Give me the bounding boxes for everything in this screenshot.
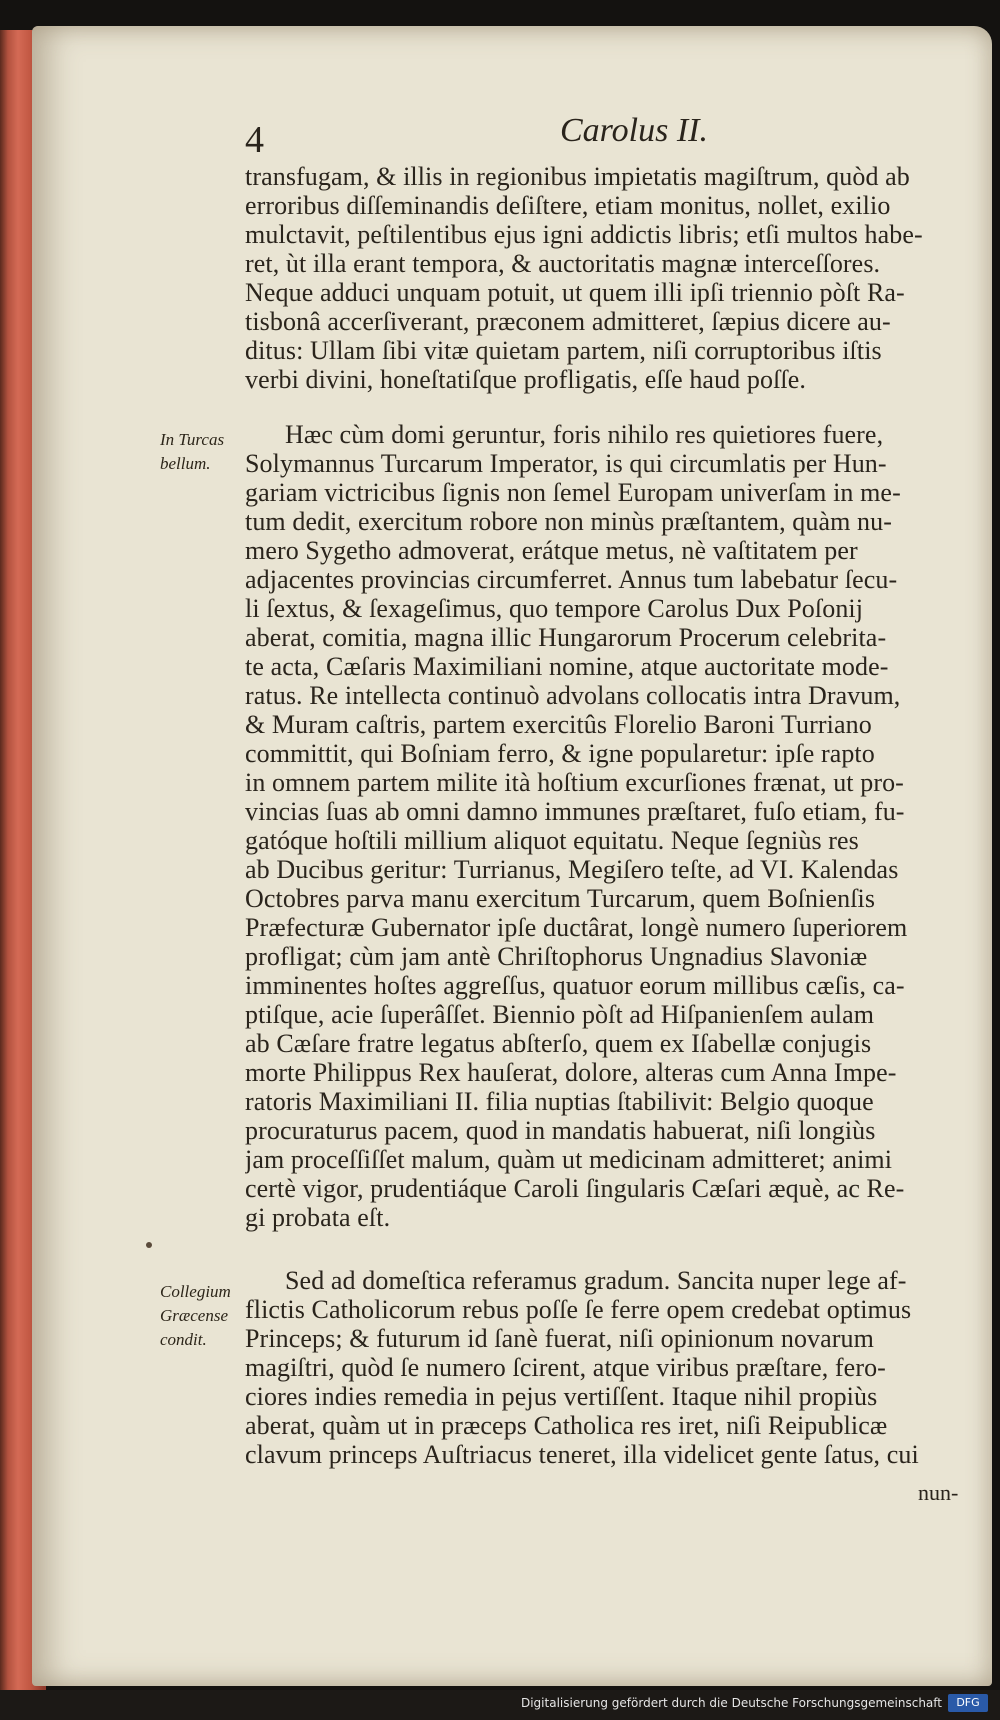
text-line: li ſextus, & ſexageſimus, quo tempore Carolus Dux Poſonij [245,594,864,623]
text-line: jam proceſſiſſet malum, quàm ut medicinam admitteret; animi [245,1145,893,1174]
text-line: ab Cæſare fratre legatus abſterſo, quem ex Iſabellæ conjugis [245,1029,872,1058]
text-line: mulctavit, peſtilentibus ejus igni addictis libris; etſi multos habe- [245,220,923,249]
text-line: erroribus diſſeminandis deſiſtere, etiam monitus, nollet, exilio [245,191,891,220]
text-line: procuraturus pacem, quod in mandatis habuerat, niſi longiùs [245,1116,876,1145]
marginal-note-2 [160,1280,250,1352]
text-line: Sed ad domeſtica referamus gradum. Sancita nuper lege af- [285,1266,907,1295]
text-line: aberat, quàm ut in præceps Catholica res iret, niſi Reipublicæ [245,1411,888,1440]
text-line: ratoris Maximiliani II. filia nuptias ſtabilivit: Belgio quoque [245,1087,874,1116]
text-line: aberat, comitia, magna illic Hungarorum Procerum celebrita- [245,623,887,652]
text-line: Octobres parva manu exercitum Turcarum, quem Boſnienſis [245,884,876,913]
text-line: gariam victricibus ſignis non ſemel Europam univerſam in me- [245,478,901,507]
ink-mark [146,1242,152,1248]
marginal-note-line: In Turcas [160,430,225,449]
text-line: certè vigor, prudentiáque Caroli ſingularis Cæſari æquè, ac Re- [245,1174,905,1203]
text-line: adjacentes provincias circumferret. Annus tum labebatur ſecu- [245,565,898,594]
text-line: in omnem partem milite ità hoſtium excurſiones frænat, ut pro- [245,768,904,797]
text-line: clavum princeps Auſtriacus teneret, illa videlicet gente ſatus, cui [245,1440,919,1469]
text-line: gatóque hoſtili millium aliquot equitatu. Neque ſegniùs res [245,826,859,855]
text-line: verbi divini, honeſtatiſque profligatis, eſſe haud poſſe. [245,365,806,394]
catchword: nun- [918,1480,959,1505]
running-title: Carolus II. [560,112,708,149]
text-line: morte Philippus Rex hauſerat, dolore, alteras cum Anna Impe- [245,1058,897,1087]
text-line: ciores indies remedia in pejus vertiſſent. Itaque nihil propiùs [245,1382,878,1411]
paragraph-2 [245,420,965,1232]
text-line: Præfecturæ Gubernator ipſe ductârat, longè numero ſuperiorem [245,913,908,942]
text-line: transfugam, & illis in regionibus impietatis magiſtrum, quòd ab [245,162,910,191]
marginal-note-1 [160,428,250,476]
text-line: committit, qui Boſniam ferro, & igne popularetur: ipſe rapto [245,739,875,768]
marginal-note-line: Collegium [160,1282,231,1301]
running-head [245,98,965,161]
text-line: Solymannus Turcarum Imperator, is qui circumlatis per Hun- [245,449,887,478]
text-line: & Muram caſtris, partem exercitûs Florelio Baroni Turriano [245,710,872,739]
text-line: ditus: Ullam ſibi vitæ quietam partem, niſi corruptoribus iſtis [245,336,882,365]
text-line: Hæc cùm domi geruntur, foris nihilo res quietiores fuere, [285,420,884,449]
text-line: magiſtri, quòd ſe numero ſcirent, atque viribus præſtare, fero- [245,1353,886,1382]
text-line: gi probata eſt. [245,1203,391,1232]
text-line: mero Sygetho admoverat, erátque metus, nè vaſtitatem per [245,536,858,565]
text-line: profligat; cùm jam antè Chriſtophorus Ungnadius Slavoniæ [245,942,868,971]
digitization-credit: Digitalisierung gefördert durch die Deutsche Forschungsgemeinschaft [520,1696,942,1710]
text-line: ret, ùt illa erant tempora, & auctoritatis magnæ interceſſores. [245,249,881,278]
text-line: vincias ſuas ab omni damno immunes præſtaret, fuſo etiam, fu- [245,797,905,826]
paragraph-3 [245,1266,965,1469]
marginal-note-line: bellum. [160,454,211,473]
text-line: tisbonâ accerſiverant, præconem admitteret, ſæpius dicere au- [245,307,891,336]
marginal-note-line: Græcense [160,1306,228,1325]
text-line: ptiſque, acie ſuperâſſet. Biennio pòſt ad Hiſpanienſem aulam [245,1000,875,1029]
text-line: ratus. Re intellecta continuò advolans collocatis intra Dravum, [245,681,901,710]
text-line: Neque adduci unquam potuit, ut quem illi ipſi triennio pòſt Ra- [245,278,905,307]
text-line: Princeps; & futurum id ſanè fuerat, niſi opinionum novarum [245,1324,874,1353]
paragraph-1 [245,162,965,394]
text-line: ab Ducibus geritur: Turrianus, Megiſero teſte, ad VI. Kalendas [245,855,899,884]
text-line: tum dedit, exercitum robore non minùs præſtantem, quàm nu- [245,507,893,536]
text-line: flictis Catholicorum rebus poſſe ſe ferre opem credebat optimus [245,1295,912,1324]
dfg-logo: DFG [948,1694,988,1712]
page-number: 4 [245,119,264,161]
text-line: te acta, Cæſaris Maximiliani nomine, atque auctoritate mode- [245,652,889,681]
marginal-note-line: condit. [160,1330,207,1349]
text-line: imminentes hoſtes aggreſſus, quatuor eorum millibus cæſis, ca- [245,971,905,1000]
